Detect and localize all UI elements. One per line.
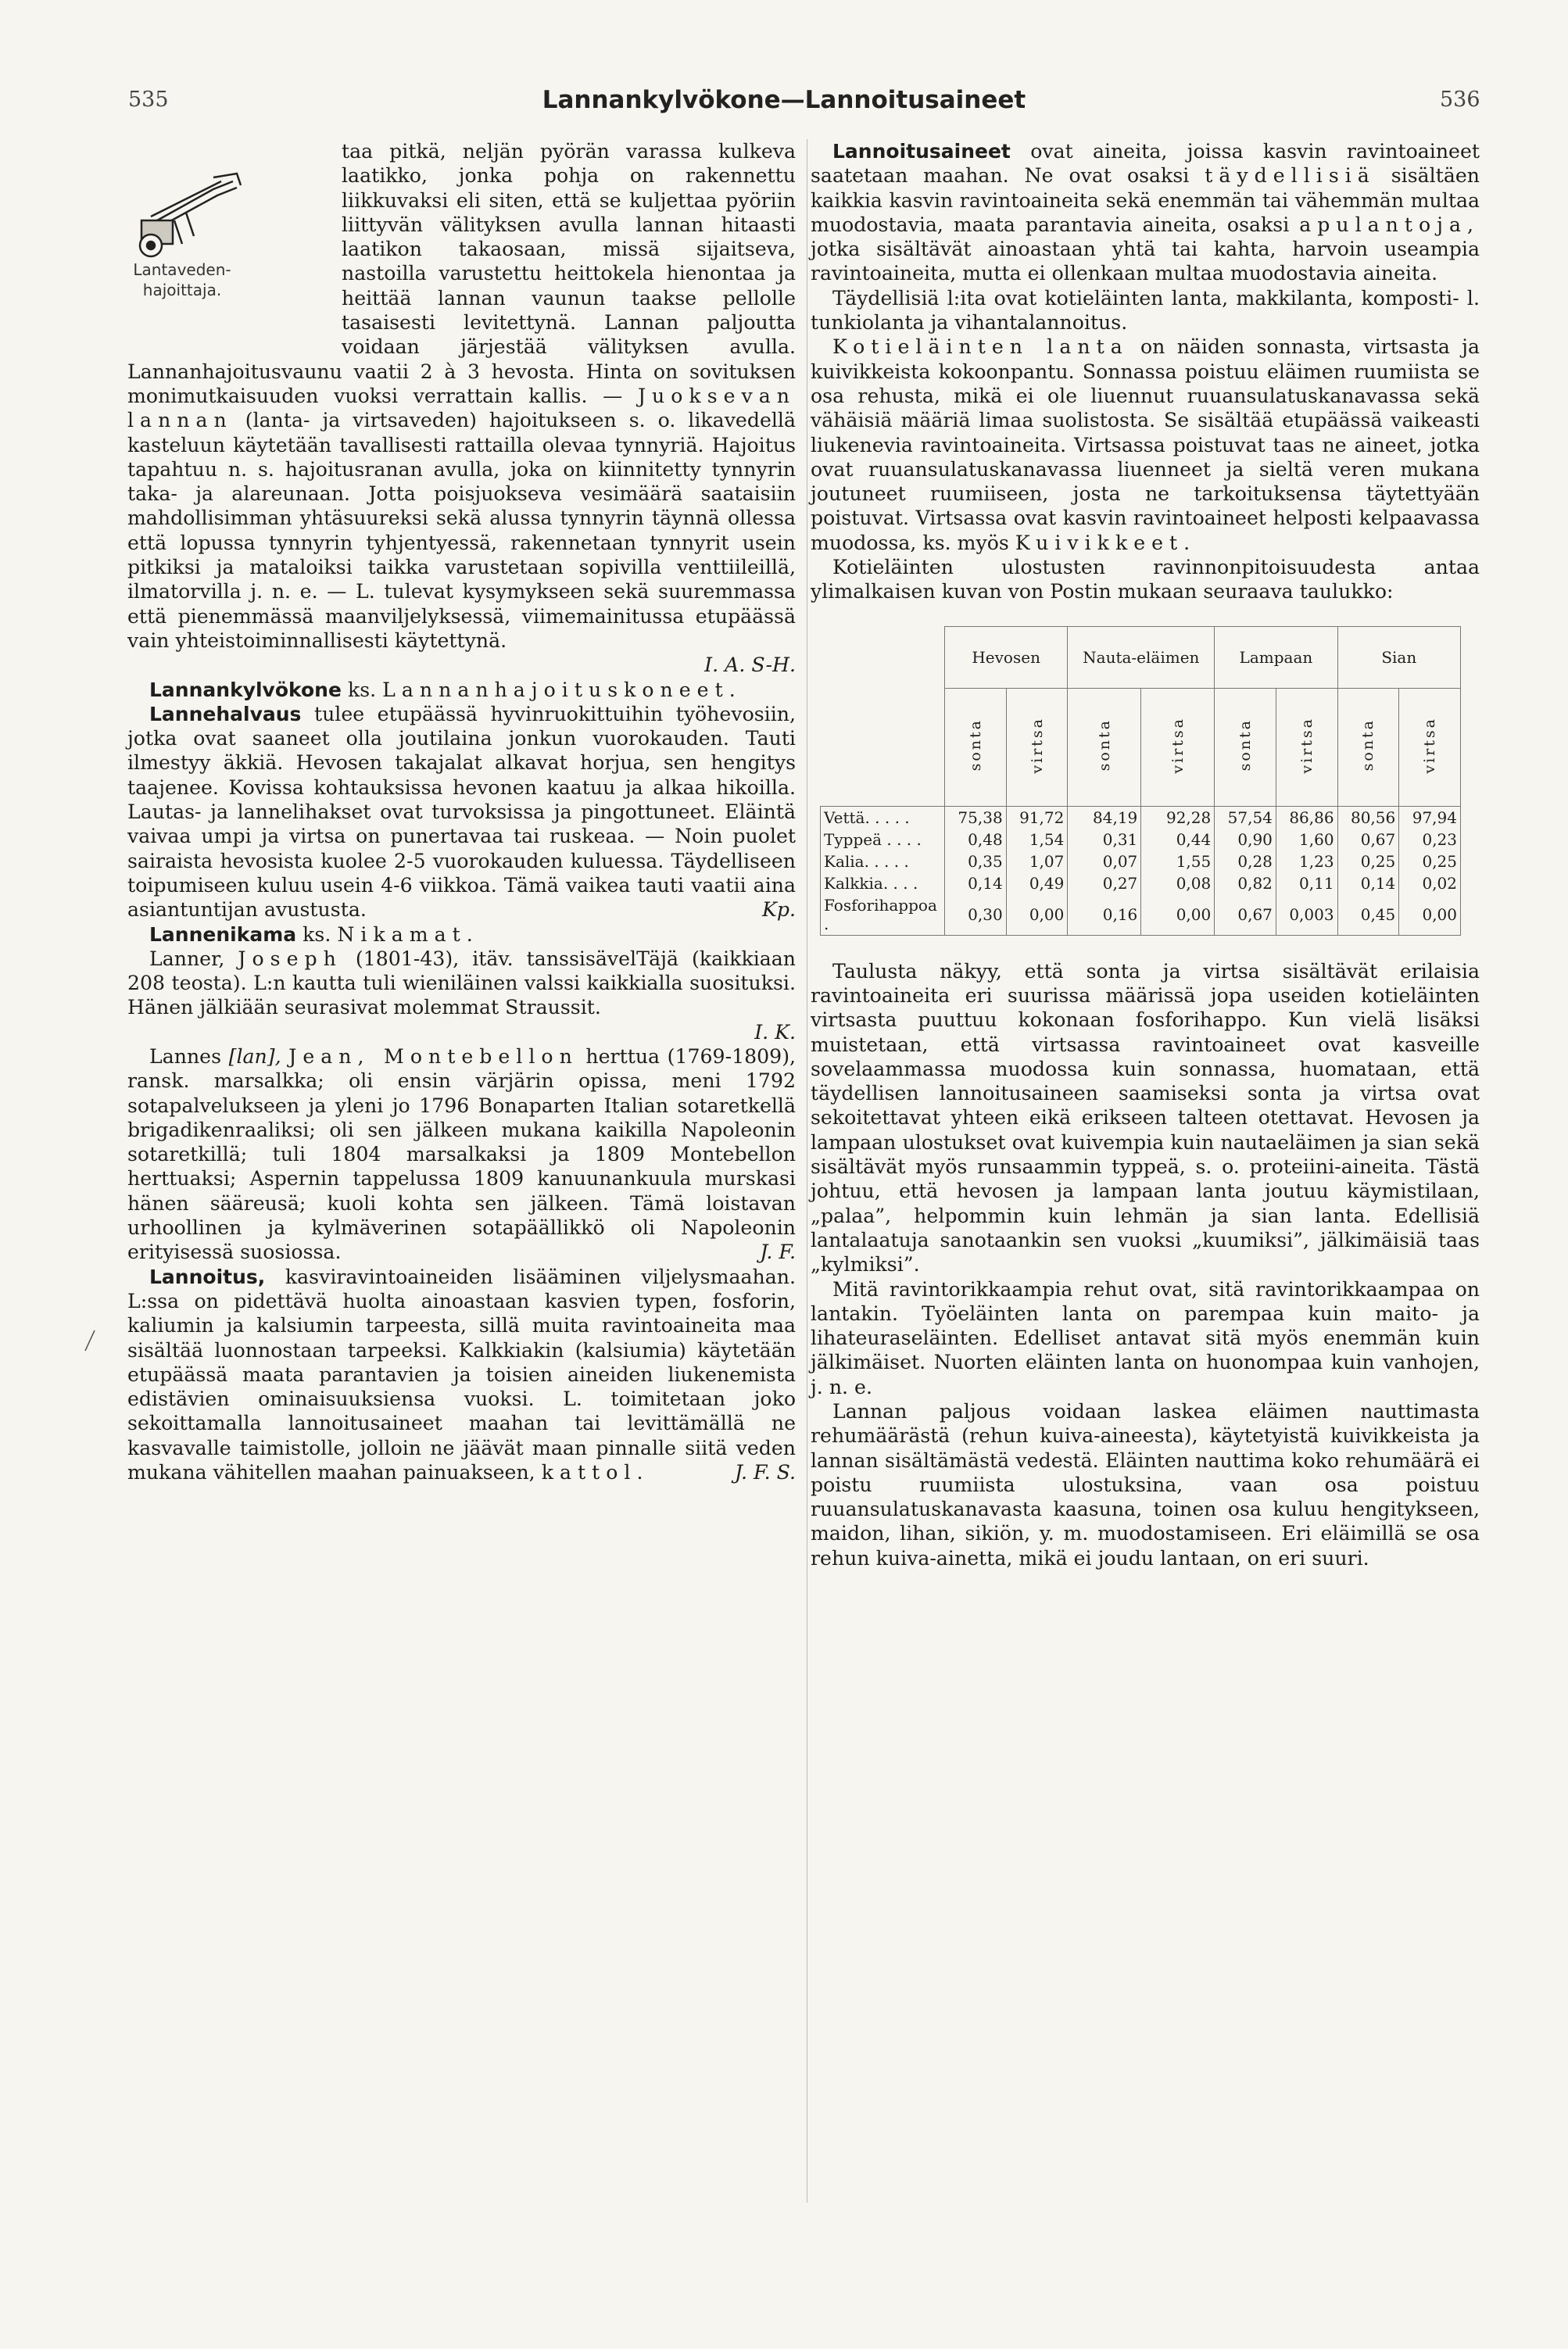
headword: Lannoitus,	[149, 1265, 266, 1288]
table-subheader	[945, 688, 1007, 806]
paragraph: Lannan paljous voidaan laskea eläimen nauttimasta rehumäärästä (rehun kuiva-aineesta), käytetyistä kuivikkeista ja lannan sisältämästä vedestä. Eläinten nauttima koko rehumäärä ei poistu ruumiista ulostuksina, vaan osa poistuu ruuansulatuskanavasta kaasuna, toinen osa kuluu hengitykseen, maidon, lihan, sikiön, y. m. muodostamiseen. Eri eläimillä se osa rehun kuiva-ainetta, mikä ei joudu lantaan, on eri suuri.	[811, 1399, 1480, 1570]
table-cell: 84,19	[1068, 806, 1141, 829]
entry-text: jotka sisältävät ainoastaan yhtä tai kahta, harvoin useampia ravintoaineita, mutta ei ollenkaan multaa muodostavia aineita.	[811, 238, 1480, 285]
table-cell: 75,38	[945, 806, 1007, 829]
spaced-term: apulantoja,	[1299, 213, 1480, 236]
subheader-label: virtsa	[1169, 716, 1187, 774]
entry-text: ovat aineita, joissa kasvin ravintoaineet saatetaan maahan. Ne ovat osaksi	[811, 140, 1480, 188]
headword: Lannehalvaus	[149, 702, 302, 725]
row-label: Kalia. . . . .	[821, 850, 945, 872]
entry-text: herttua (1769-1809), ransk. marsalkka; oli ensin värjärin opissa, meni 1792 sotapalvelukseen ja yleni jo 1796 Bonaparten Italian sotaretkellä brigadikenraaliksi; oli sen jälkeen mukana kaikilla Napoleonin sotaretkillä; tuli 1804 marsalkaksi ja 1809 Montebellon herttuaksi; Aspernin tappelussa 1809 kanuunankuula murskasi hänen sääreusä; kuoli kohta sen jälkeen. Tämä loistavan urhoollinen ja kylmäverinen sotapäällikkö oli Napoleonin erityisessä suosiossa.	[127, 1044, 797, 1264]
cross-reference: Nikamat.	[337, 922, 479, 946]
table-subheader	[1215, 688, 1276, 806]
spaced-name: Joseph	[238, 947, 342, 970]
running-title: Lannankylvökone—Lannoitusaineet	[542, 86, 1026, 114]
cross-reference: kattol.	[541, 1461, 650, 1484]
row-label: Typpeä . . . .	[821, 829, 945, 850]
signature: I. K.	[754, 1020, 796, 1044]
page-number-right: 536	[1440, 88, 1480, 112]
table-cell: 80,56	[1337, 806, 1399, 829]
table-cell: 0,11	[1276, 872, 1337, 894]
table-corner	[821, 626, 945, 806]
subheader-label: virtsa	[1298, 716, 1316, 774]
table-cell: 0,23	[1399, 829, 1461, 850]
table-cell: 0,67	[1215, 894, 1276, 936]
entry-text: kasviravintoaineiden lisääminen viljelysmaahan. L:ssa on pidettävä huolta ainoastaan kasvien typen, fosforin, kaliumin ja kalsiumin tarpeesta, sillä muita ravintoaineita maa sisältää luonnostaan tarpeeksi. Kalkkiakin (kalsiumia) käytetään etupäässä maata parantavien ja toisien aineiden liukenemista edistävien ominaisuuksiensa vuoksi. L. toimitetaan joko sekoittamalla lannoitusaineet maahan tai levittämällä ne kasvavalle taimistolle, jolloin ne jäävät maan pinnalle siitä veden mukana vähitellen maahan painuakseen,	[127, 1265, 796, 1484]
subheader-label: sonta	[966, 718, 984, 772]
table-cell: 1,60	[1276, 829, 1337, 850]
manure-spreader-illustration	[127, 142, 245, 260]
signature: J. F.	[760, 1241, 796, 1264]
table-subheader	[1141, 688, 1215, 806]
subheader-label: sonta	[1095, 718, 1113, 772]
table-cell: 0,00	[1006, 894, 1068, 936]
table-subheader	[1337, 688, 1399, 806]
entry-text: (1801-43), itäv. tanssisävelTäjä (kaikkiaan 208 teosta). L:n kautta tuli wieniläinen valssi kaikkialla suosituksi. Hänen jälkiään seurasivat molemmat Straussit.	[127, 947, 797, 1019]
table-subheader	[1068, 688, 1141, 806]
table-subheader	[1276, 688, 1337, 806]
signature: I. A. S-H.	[704, 653, 796, 677]
headword: Lannoitusaineet	[832, 140, 1011, 163]
cross-reference: Kuivikkeet.	[1015, 531, 1197, 554]
table-cell: 0,16	[1068, 894, 1141, 936]
table-cell: 1,54	[1006, 829, 1068, 850]
table-cell: 0,67	[1337, 829, 1399, 850]
subheader-label: virtsa	[1421, 716, 1439, 774]
headword: Lannankylvökone	[149, 678, 342, 701]
headword: Lannenikama	[149, 922, 297, 946]
table-cell: 0,49	[1006, 872, 1068, 894]
right-column	[811, 139, 1480, 1570]
spaced-name: Jean, Montebellon	[288, 1044, 578, 1068]
table-cell: 0,27	[1068, 872, 1141, 894]
entry-text: ks.	[303, 922, 331, 946]
table-cell: 97,94	[1399, 806, 1461, 829]
table-cell: 1,07	[1006, 850, 1068, 872]
table-cell: 0,82	[1215, 872, 1276, 894]
entry-text: ks.	[347, 678, 377, 701]
table-cell: 1,23	[1276, 850, 1337, 872]
table-row	[821, 872, 1461, 894]
table-cell: 57,54	[1215, 806, 1276, 829]
manure-spreader-figure	[127, 142, 331, 334]
left-column	[127, 139, 796, 1484]
table-cell: 0,003	[1276, 894, 1337, 936]
entry-text: sisältäen kaikkia kasvin ravintoaineita sekä enemmän tai vähemmän multaa muodostavia, maata parantavia aineita, osaksi	[811, 164, 1480, 236]
table-cell: 0,90	[1215, 829, 1276, 850]
table-cell: 0,31	[1068, 829, 1141, 850]
table-row	[821, 850, 1461, 872]
table-cell: 0,00	[1141, 894, 1215, 936]
row-label: Kalkkia. . . .	[821, 872, 945, 894]
table-header-animal: Hevosen	[945, 626, 1068, 688]
pronunciation: [lan],	[228, 1044, 281, 1068]
page-number-left: 535	[128, 88, 169, 112]
table-cell: 0,14	[945, 872, 1007, 894]
entry-text: tulee etupäässä hyvinruokittuihin työhevosiin, jotka ovat saaneet olla joutilaina jonkun vuorokauden. Tauti ilmestyy äkkiä. Hevosen takajalat alkavat horjua, sen hengitys taajenee. Kovissa kohtauksissa hevonen kaatuu ja alkaa hikoilla. Lautas- ja lannelihakset ovat turvoksissa ja pingottuneet. Eläintä vaivaa umpi ja virtsa on punertavaa tai ruskeaa. — Noin puolet sairaista hevosista kuolee 2-5 vuorokauden kuluessa. Täydelliseen toipumiseen kuluu usein 4-6 viikkoa. Tämä vaikea tauti vaatii aina asiantuntijan avustusta.	[127, 702, 796, 922]
table-cell: 1,55	[1141, 850, 1215, 872]
table-cell: 0,02	[1399, 872, 1461, 894]
subheader-label: sonta	[1359, 718, 1377, 772]
entry-text: on näiden sonnasta, virtsasta ja kuivikkeista kokoonpantu. Sonnassa poistuu eläimen ruumiista se osa rehusta, mikä ei ole liuennut ruuansulatuskanavassa sekä vähäisiä määriä limaa suolistosta. Se sisältää etupäässä vaikeasti liukenevia ravintoaineita. Virtsassa poistuvat taas ne aineet, jotka ovat ruuansulatuskanavassa liuenneet ja sieltä veren mukana joutuneet ruumiiseen, josta ne tarkoituksensa täytettyään poistuvat. Virtsassa ovat kasvin ravintoaineet helposti kelpaavassa muodossa, ks. myös	[811, 335, 1480, 554]
table-cell: 0,00	[1399, 894, 1461, 936]
cross-reference: Lannanhajoituskoneet.	[382, 678, 742, 701]
subheader-label: virtsa	[1028, 716, 1046, 774]
table-row	[821, 806, 1461, 829]
table-cell: 0,08	[1141, 872, 1215, 894]
figure-caption: Lantaveden-hajoittaja.	[133, 260, 231, 299]
table-cell: 0,35	[945, 850, 1007, 872]
table-cell: 0,07	[1068, 850, 1141, 872]
table-cell: 0,25	[1337, 850, 1399, 872]
table-cell: 0,48	[945, 829, 1007, 850]
margin-mark	[82, 1329, 98, 1352]
entry-text: (lanta- ja virtsaveden) hajoitukseen s. o. likavedellä kasteluun käytetään tavallisesti rattailla olevaa tynnyriä. Hajoitus tapahtuu n. s. hajoitusranan avulla, joka on kiinnitetty tynnyrin taka- ja alareunaan. Jotta poisjuokseva vesimäärä saataisiin mahdollisimman yhtäsuureksi sekä alussa tynnyrin täynnä ollessa että lopussa tynnyrin tyhjentyessä, rakennetaan tynnyrit usein pitkiksi ja mataloiksi taikka varustetaan sopivilla venttiileillä, ilmatorvilla j. n. e. — L. tulevat kysymykseen sekä suuremmassa että pienemmässä maanviljelyksessä, viimemainitussa etupäässä vain yhteistoiminnallisesti käytettynä.	[127, 409, 796, 652]
table-cell: 86,86	[1276, 806, 1337, 829]
spaced-term: Juoksevan lannan	[127, 384, 796, 432]
spaced-term: täydellisiä	[1205, 164, 1376, 188]
table-subheader	[1399, 688, 1461, 806]
paragraph: Täydellisiä l:ita ovat kotieläinten lanta, makkilanta, komposti- l. tunkiolanta ja vihantalannoitus.	[811, 286, 1480, 335]
spaced-term: Kotieläinten lanta	[832, 335, 1129, 359]
signature: Kp.	[762, 898, 796, 922]
signature: J. F. S.	[734, 1461, 796, 1484]
table-row	[821, 829, 1461, 850]
table-cell: 92,28	[1141, 806, 1215, 829]
row-label: Vettä. . . . .	[821, 806, 945, 829]
headword: Lannes	[149, 1044, 222, 1068]
table-subheader	[1006, 688, 1068, 806]
paragraph: Taulusta näkyy, että sonta ja virtsa sisältävät erilaisia ravintoaineita eri suurissa määrissä jopa useiden kotieläinten virtsasta puuttuu kokonaan fosforihappo. Kun vielä lisäksi muistetaan, että virtsassa ravintoaineet ovat kasveille sovelaammassa muodossa kuin sonnassa, huomataan, että täydellisen lannoitusaineen saamiseksi sonta ja virtsa ovat sekoitettavat yhteen eikä erikseen talteen otettavat. Hevosen ja lampaan ulostukset ovat kuivempia kuin nautaeläimen ja sian sekä sisältävät myös runsaammin typpeä, s. o. proteiini-aineita. Tästä johtuu, että hevosen ja lampaan lanta joutuu käymistilaan, „palaa”, helpommin kuin lehmän ja sian lanta. Edellisiä lantalaatuja sanotaankin sen vuoksi „kuumiksi”, jälkimäisiä taas „kylmiksi”.	[811, 959, 1480, 1277]
table-cell: 0,28	[1215, 850, 1276, 872]
table-row	[821, 894, 1461, 936]
table-cell: 0,44	[1141, 829, 1215, 850]
paragraph: Mitä ravintorikkaampia rehut ovat, sitä ravintorikkaampaa on lantakin. Työeläinten lanta on parempaa kuin maito- ja lihateuraseläinten. Edelliset antavat sitä myös enemmän kuin jälkimäiset. Nuorten eläinten lanta on huonompaa kuin vanhojen, j. n. e.	[811, 1277, 1480, 1398]
table-cell: 0,14	[1337, 872, 1399, 894]
table-header-animal: Sian	[1337, 626, 1460, 688]
entry-text: taa pitkä, neljän pyörän varassa kulkeva laatikko, jonka pohja on rakennettu liikkuvaksi eli siten, että se kuljettaa pyöriin liittyvän välityksen avulla lannan hitaasti laatikon takaosaan, missä sijaitseva, nastoilla varustettu heittokela hienontaa ja heittää lannan vaunun taakse pellolle tasaisesti levitettynä. Lannan paljoutta voidaan järjestää välityksen avulla. Lannanhajoitusvaunu vaatii 2 à 3 hevosta. Hinta on sovituksen monimutkaisuuden vuoksi verrattain kallis. —	[127, 140, 796, 407]
table-cell: 0,25	[1399, 850, 1461, 872]
subheader-label: sonta	[1237, 718, 1255, 772]
table-cell: 0,45	[1337, 894, 1399, 936]
paragraph: Kotieläinten ulostusten ravinnonpitoisuudesta antaa ylimalkaisen kuvan von Postin mukaan seuraava taulukko:	[811, 556, 1480, 603]
table-header-animal: Lampaan	[1215, 626, 1337, 688]
nutrient-table	[820, 626, 1461, 936]
table-header-animal: Nauta-eläimen	[1068, 626, 1215, 688]
headword: Lanner,	[149, 947, 225, 970]
table-cell: 91,72	[1006, 806, 1068, 829]
table-cell: 0,30	[945, 894, 1007, 936]
row-label: Fosforihappoa .	[821, 894, 945, 936]
